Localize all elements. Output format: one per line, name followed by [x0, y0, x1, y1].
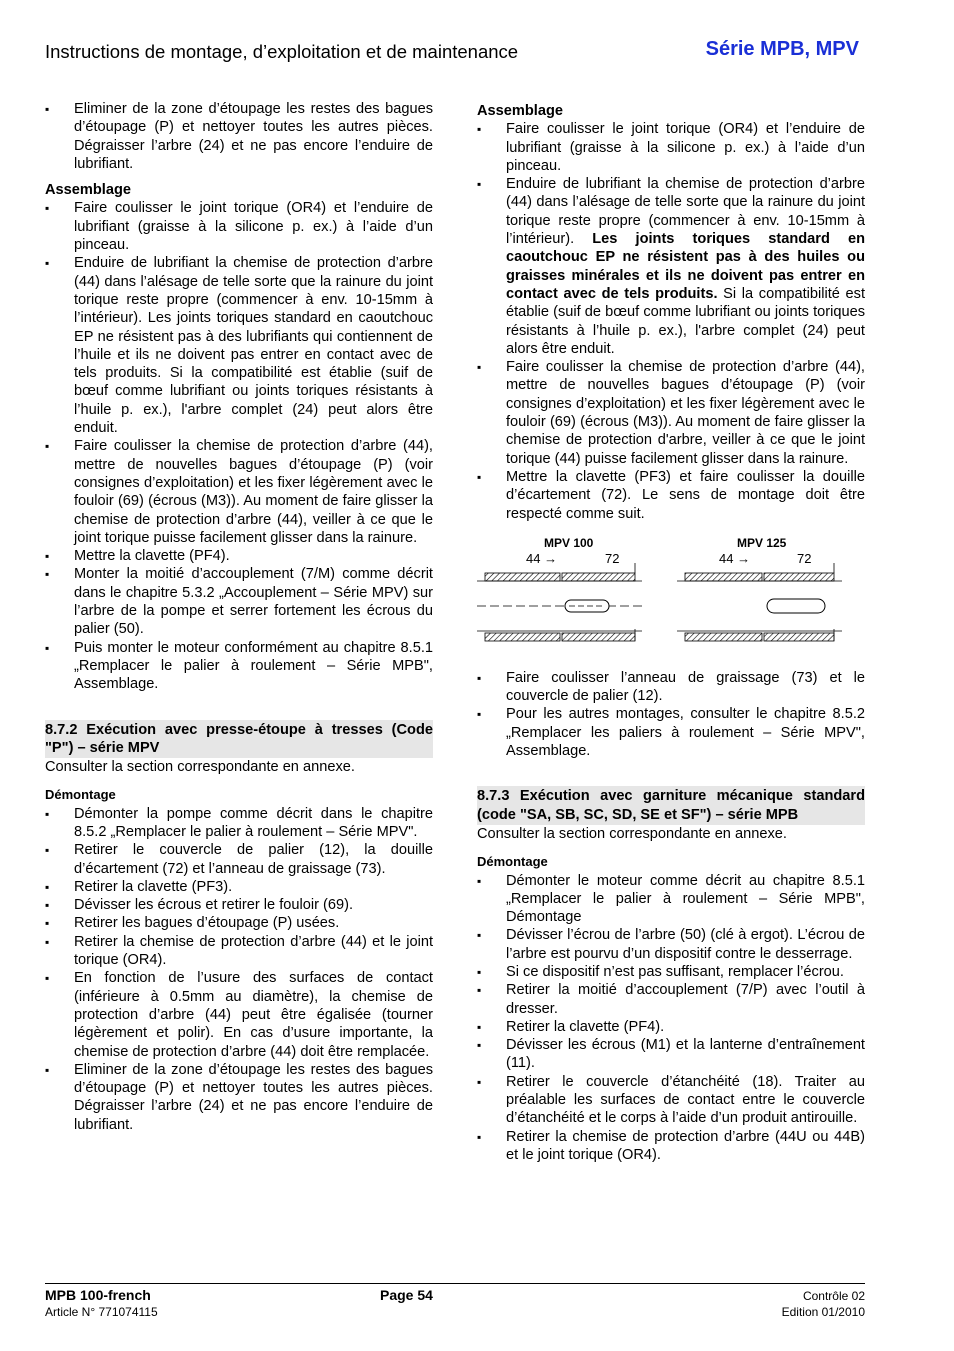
left-assemblage-list: [45, 199, 433, 693]
right-column: [477, 100, 865, 1164]
list-item: ▪ Retirer la chemise de protection d’arbre (44) et le joint torique (OR4).: [45, 933, 433, 970]
list-item: ▪ Retirer la chemise de protection d’arbre (44U ou 44B) et le joint torique (OR4).: [477, 1128, 865, 1165]
footer-control: Contrôle 02: [802, 1289, 865, 1303]
list-item: ▪ Démonter la pompe comme décrit dans le chapitre 8.5.2 „Remplacer le palier à roulement – Série MPV".: [45, 805, 433, 842]
list-item: ▪ Pour les autres montages, consulter le chapitre 8.5.2 „Remplacer les paliers à roulement – Série MPV", Assemblage.: [477, 705, 865, 760]
header-title: Instructions de montage, d’exploitation et de maintenance: [45, 41, 519, 62]
fig-right-label-44: 44 →: [719, 550, 751, 566]
list-item: ▪ Dévisser l’écrou de l’arbre (50) (clé à ergot). L’écrou de l’arbre est pourvu d’un dispositif contre le desserrage.: [477, 926, 865, 963]
list-item: ▪ Si ce dispositif n’est pas suffisant, remplacer l’écrou.: [477, 963, 865, 981]
list-item: ▪ Faire coulisser la chemise de protection d’arbre (44), mettre de nouvelles bagues d’étoupage (P) (voir consignes d’exploitation) et les fixer légèrement avec le fouloir (69) (écrous (M3)). Au moment de faire glisser la chemise de protection d'arbre, veiller à ce que le joint torique (44) puisse facilement glisser dans la rainure.: [477, 358, 865, 468]
section-heading-8-7-3: 8.7.3 Exécution avec garniture mécanique standard (code "SA, SB, SC, SD, SE et SF") – série MPB: [477, 786, 865, 825]
fig-right-label-72: 72: [797, 550, 812, 566]
list-item: ▪ Retirer le couvercle d’étanchéité (18). Traiter au préalable les surfaces de contact entre le couvercle d’étanchéité et le corps à l’aide d’un produit antirouille.: [477, 1073, 865, 1128]
right-assemblage-heading: Assemblage: [477, 103, 563, 119]
list-item: ▪ Monter la moitié d’accouplement (7/M) comme décrit dans le chapitre 5.3.2 „Accouplement – Série MPV) sur l’arbre de la pompe et serrer fortement les écrous du palier (50).: [45, 565, 433, 638]
list-item: ▪ Dévisser les écrous (M1) et la lanterne d’entraînement (11).: [477, 1036, 865, 1073]
list-item: ▪ Dévisser les écrous et retirer le fouloir (69).: [45, 896, 433, 914]
list-item: ▪ Retirer les bagues d’étoupage (P) usées.: [45, 914, 433, 932]
list-item: ▪ Démonter le moteur comme décrit au chapitre 8.5.1 „Remplacer le palier à roulement – Série MPB", Démontage: [477, 872, 865, 927]
list-item: ▪ Faire coulisser l’anneau de graissage (73) et le couvercle de palier (12).: [477, 669, 865, 706]
right-demontage-list: [477, 872, 865, 1165]
list-item: ▪ Faire coulisser le joint torique (OR4) et l’enduire de lubrifiant (graisse à la silicone p. ex.) à l’aide d’un pinceau.: [45, 199, 433, 254]
list-item: ▪ Mettre la clavette (PF4).: [45, 547, 433, 565]
list-item: ▪ Puis monter le moteur conformément au chapitre 8.5.1 „Remplacer le palier à roulement – Série MPB", Assemblage.: [45, 639, 433, 694]
fig-right-title: MPV 125: [737, 535, 787, 550]
fig-right-drawing: [677, 563, 842, 641]
section-text: Consulter la section correspondante en annexe.: [477, 825, 787, 842]
page-header: [45, 38, 865, 68]
left-column: [45, 100, 433, 1134]
footer-edition: Edition 01/2010: [781, 1305, 865, 1319]
left-demontage-heading: Démontage: [45, 787, 116, 803]
right-demontage-heading: Démontage: [477, 854, 548, 870]
fig-left-drawing: [477, 563, 642, 641]
list-item: ▪ Retirer la clavette (PF3).: [45, 878, 433, 896]
list-item: ▪ Faire coulisser la chemise de protection d’arbre (44), mettre de nouvelles bagues d’étoupage (P) (voir consignes d’exploitation) et les fixer légèrement avec le fouloir (69) (écrous (M3)). Au moment de faire glisser la chemise de protection d’arbre (44), veiller à ce que le joint torique puisse facilement glisser dans la rainure.: [45, 437, 433, 547]
list-item: ▪ En fonction de l’usure des surfaces de contact (inférieure à 0.5mm au diamètre), la chemise de protection d’arbre (44) peut être égalisée (tourner légèrement et polir). En cas d’usure importante, la chemise de protection d’arbre (44) doit être remplacée.: [45, 969, 433, 1060]
section-heading-8-7-2: 8.7.2 Exécution avec presse-étoupe à tresses (Code "P") – série MPV: [45, 720, 433, 759]
list-item: ▪ Enduire de lubrifiant la chemise de protection d’arbre (44) dans l’alésage de telle sorte que la rainure du joint torique reste propre (commencer à env. 10-15mm à l’intérieur). Les joints toriques standard en caoutchouc EP ne résistent pas à des lubrifiants qui contiennent de l’huile et ils ne doivent pas entrer en contact avec de tels produits. Si la compatibilité est établie (suif de bœuf comme lubrifiant ou joints toriques résistants à l’huile p. ex.), l'arbre complet (24) peut alors être enduit.: [45, 254, 433, 437]
header-series: Série MPB, MPV: [705, 38, 859, 60]
footer-page-number: Page 54: [380, 1287, 433, 1303]
section-text: Consulter la section correspondante en annexe.: [45, 759, 355, 776]
list-item: ▪ Retirer la clavette (PF4).: [477, 1018, 865, 1036]
fig-left-label-72: 72: [605, 550, 620, 566]
list-item: ▪ Retirer la moitié d’accouplement (7/P) avec l’outil à dresser.: [477, 981, 865, 1018]
fig-left-title: MPV 100: [544, 535, 594, 550]
left-assemblage-heading: Assemblage: [45, 182, 131, 199]
right-after-figure-list: [477, 669, 865, 760]
spacer-orientation-figure: [477, 533, 865, 663]
left-demontage-list: [45, 805, 433, 1134]
text-run: Enduire de lubrifiant la chemise de protection d’arbre (44) dans l’alésage de telle sorte que la rainure du joint torique reste propre (commencer à env. 10-15mm à l’intérieur).: [506, 176, 865, 248]
list-item: ▪ Eliminer de la zone d’étoupage les restes des bagues d’étoupage (P) et nettoyer toutes les autres pièces. Dégraisser l’arbre (24) et ne pas encore l’enduire de lubrifiant.: [45, 100, 433, 173]
list-item: ▪ Eliminer de la zone d’étoupage les restes des bagues d’étoupage (P) et nettoyer toutes les autres pièces. Dégraisser l’arbre (24) et ne pas encore l’enduire de lubrifiant.: [45, 1061, 433, 1134]
warning-text: Les joints toriques standard en caoutchouc EP ne résistent pas à des huiles ou graisses minérales et ils ne doivent pas entrer en contact avec de tels produits.: [506, 231, 865, 302]
list-item: ▪ Mettre la clavette (PF3) et faire coulisser la douille d’écartement (72). Le sens de montage doit être respecté comme suit.: [477, 468, 865, 523]
list-item: ▪ Retirer le couvercle de palier (12), la douille d’écartement (72) et l’anneau de graissage (73).: [45, 841, 433, 878]
figure-drawing: [477, 533, 865, 663]
footer-doc-name: MPB 100-french: [45, 1287, 151, 1303]
footer-article: Article N° 771074115: [45, 1305, 158, 1319]
page-footer: [45, 1283, 865, 1319]
left-intro-list: [45, 100, 433, 173]
fig-left-label-44: 44 →: [526, 550, 558, 566]
list-item: [477, 175, 865, 358]
right-assemblage-list: [477, 120, 865, 523]
list-item: ▪ Faire coulisser le joint torique (OR4) et l’enduire de lubrifiant (graisse à la silicone p. ex.) à l’aide d’un pinceau.: [477, 120, 865, 175]
text-run: Si la compatibilité est établie (suif de bœuf comme lubrifiant ou joints toriques résistants à l’huile p. ex.), l'arbre complet (24) peut alors être enduit.: [506, 285, 866, 357]
